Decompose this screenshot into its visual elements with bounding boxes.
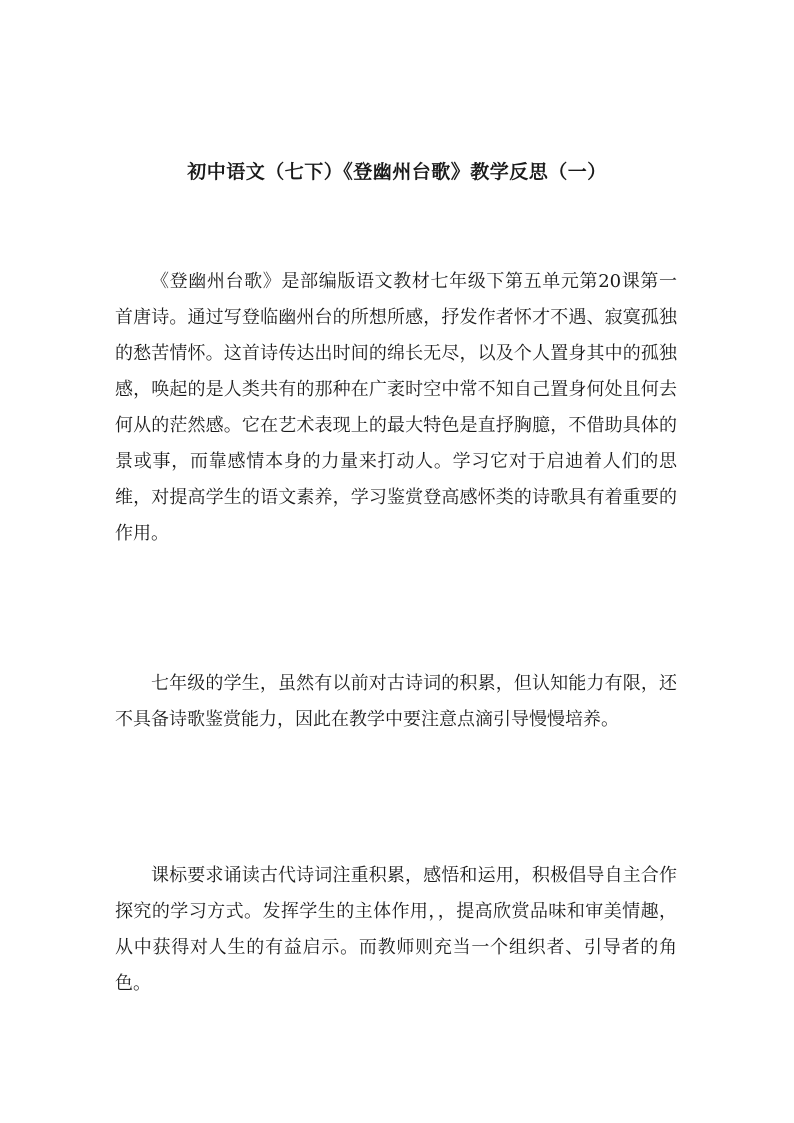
paragraph-intro: 《登幽州台歌》是部编版语文教材七年级下第五单元第20课第一首唐诗。通过写登临幽州台的所想所感，抒发作者怀才不遇、寂寞孤独的愁苦情怀。这首诗传达出时间的绵长无尽，以及个人置身其中的孤独感，唤起的是人类共有的那种在广袤时空中常不知自己置身何处且何去何从的茫然感。它在艺术表现上的最大特色是直抒胸臆，不借助具体的景或事，而靠感情本身的力量来打动人。学习它对于启迪着人们的思维，对提高学生的语文素养，学习鉴赏登高感怀类的诗歌具有着重要的作用。 (115, 271, 677, 544)
document-title: 初中语文（七下）《登幽州台歌》教学反思（一） (187, 161, 607, 183)
paragraph-curriculum: 课标要求诵读古代诗词注重积累，感悟和运用，积极倡导自主合作探究的学习方式。发挥学生的主体作用，，提高欣赏品味和审美情趣，从中获得对人生的有益启示。而教师则充当一个组织者、引导者的角色。 (115, 865, 677, 994)
paragraph-students: 七年级的学生，虽然有以前对古诗词的积累，但认知能力有限，还不具备诗歌鉴赏能力，因此在教学中要注意点滴引导慢慢培养。 (115, 673, 677, 730)
